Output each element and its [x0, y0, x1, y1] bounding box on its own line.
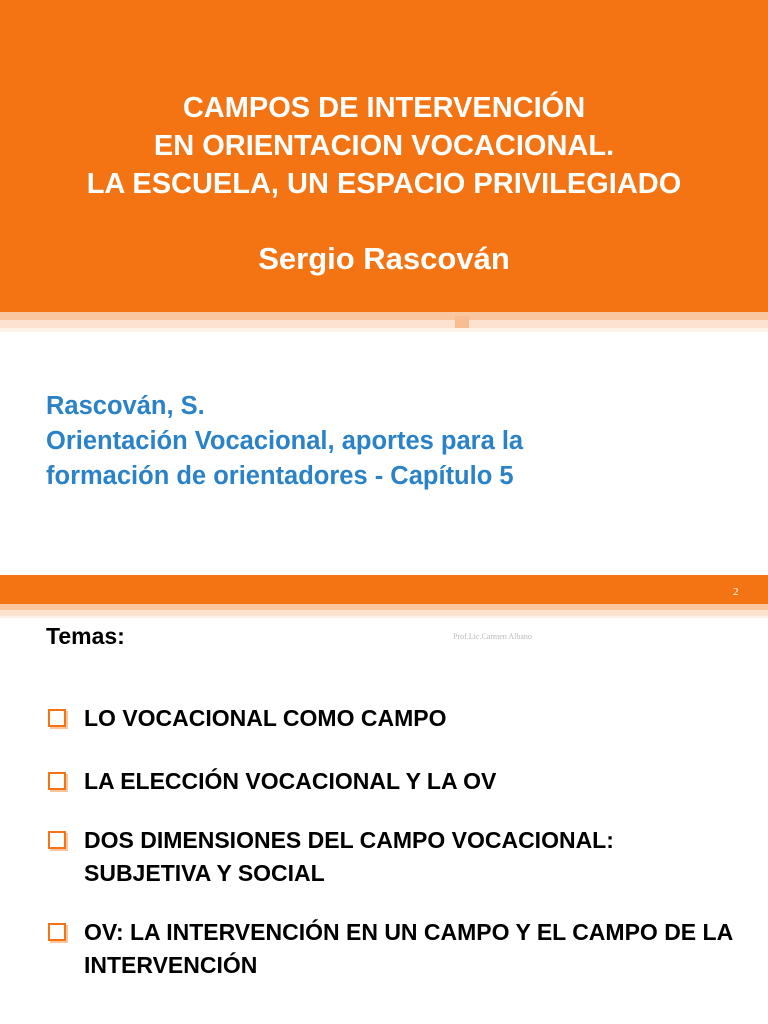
- author-name: Sergio Rascován: [258, 241, 510, 276]
- bibliographic-reference: [46, 389, 523, 494]
- list-item-text: LA ELECCIÓN VOCACIONAL Y LA OV: [84, 768, 497, 794]
- decorative-band: [0, 604, 768, 618]
- list-item: [46, 916, 746, 982]
- decorative-band: [0, 312, 768, 332]
- list-item-text: DOS DIMENSIONES DEL CAMPO VOCACIONAL: SUBJETIVA Y SOCIAL: [84, 827, 614, 886]
- reference-line-1: Rascován, S.: [46, 392, 205, 420]
- page-number: 2: [733, 586, 739, 598]
- list-item: [46, 702, 746, 735]
- section-heading: Temas:: [46, 623, 125, 649]
- title-line-3: LA ESCUELA, UN ESPACIO PRIVILEGIADO: [86, 168, 682, 200]
- title-line-2: EN ORIENTACION VOCACIONAL.: [153, 130, 615, 162]
- checkbox-bullet-icon: [48, 709, 66, 727]
- footer-author: Prof.Lic.Carmen Albano: [453, 632, 532, 641]
- topics-list: [46, 702, 746, 1012]
- title-line-1: CAMPOS DE INTERVENCIÓN: [182, 92, 586, 124]
- checkbox-bullet-icon: [48, 772, 66, 790]
- checkbox-bullet-icon: [48, 831, 66, 849]
- slide-2: [0, 575, 768, 1024]
- reference-line-3: formación de orientadores - Capítulo 5: [46, 462, 514, 490]
- list-item-text: LO VOCACIONAL COMO CAMPO: [84, 705, 447, 731]
- slide-title: [0, 89, 768, 203]
- list-item: [46, 765, 746, 798]
- list-item-text: OV: LA INTERVENCIÓN EN UN CAMPO Y EL CAMPO DE LA INTERVENCIÓN: [84, 919, 733, 978]
- reference-line-2: Orientación Vocacional, aportes para la: [46, 427, 524, 455]
- checkbox-bullet-icon: [48, 923, 66, 941]
- header-bar: [0, 575, 768, 604]
- list-item: [46, 824, 746, 890]
